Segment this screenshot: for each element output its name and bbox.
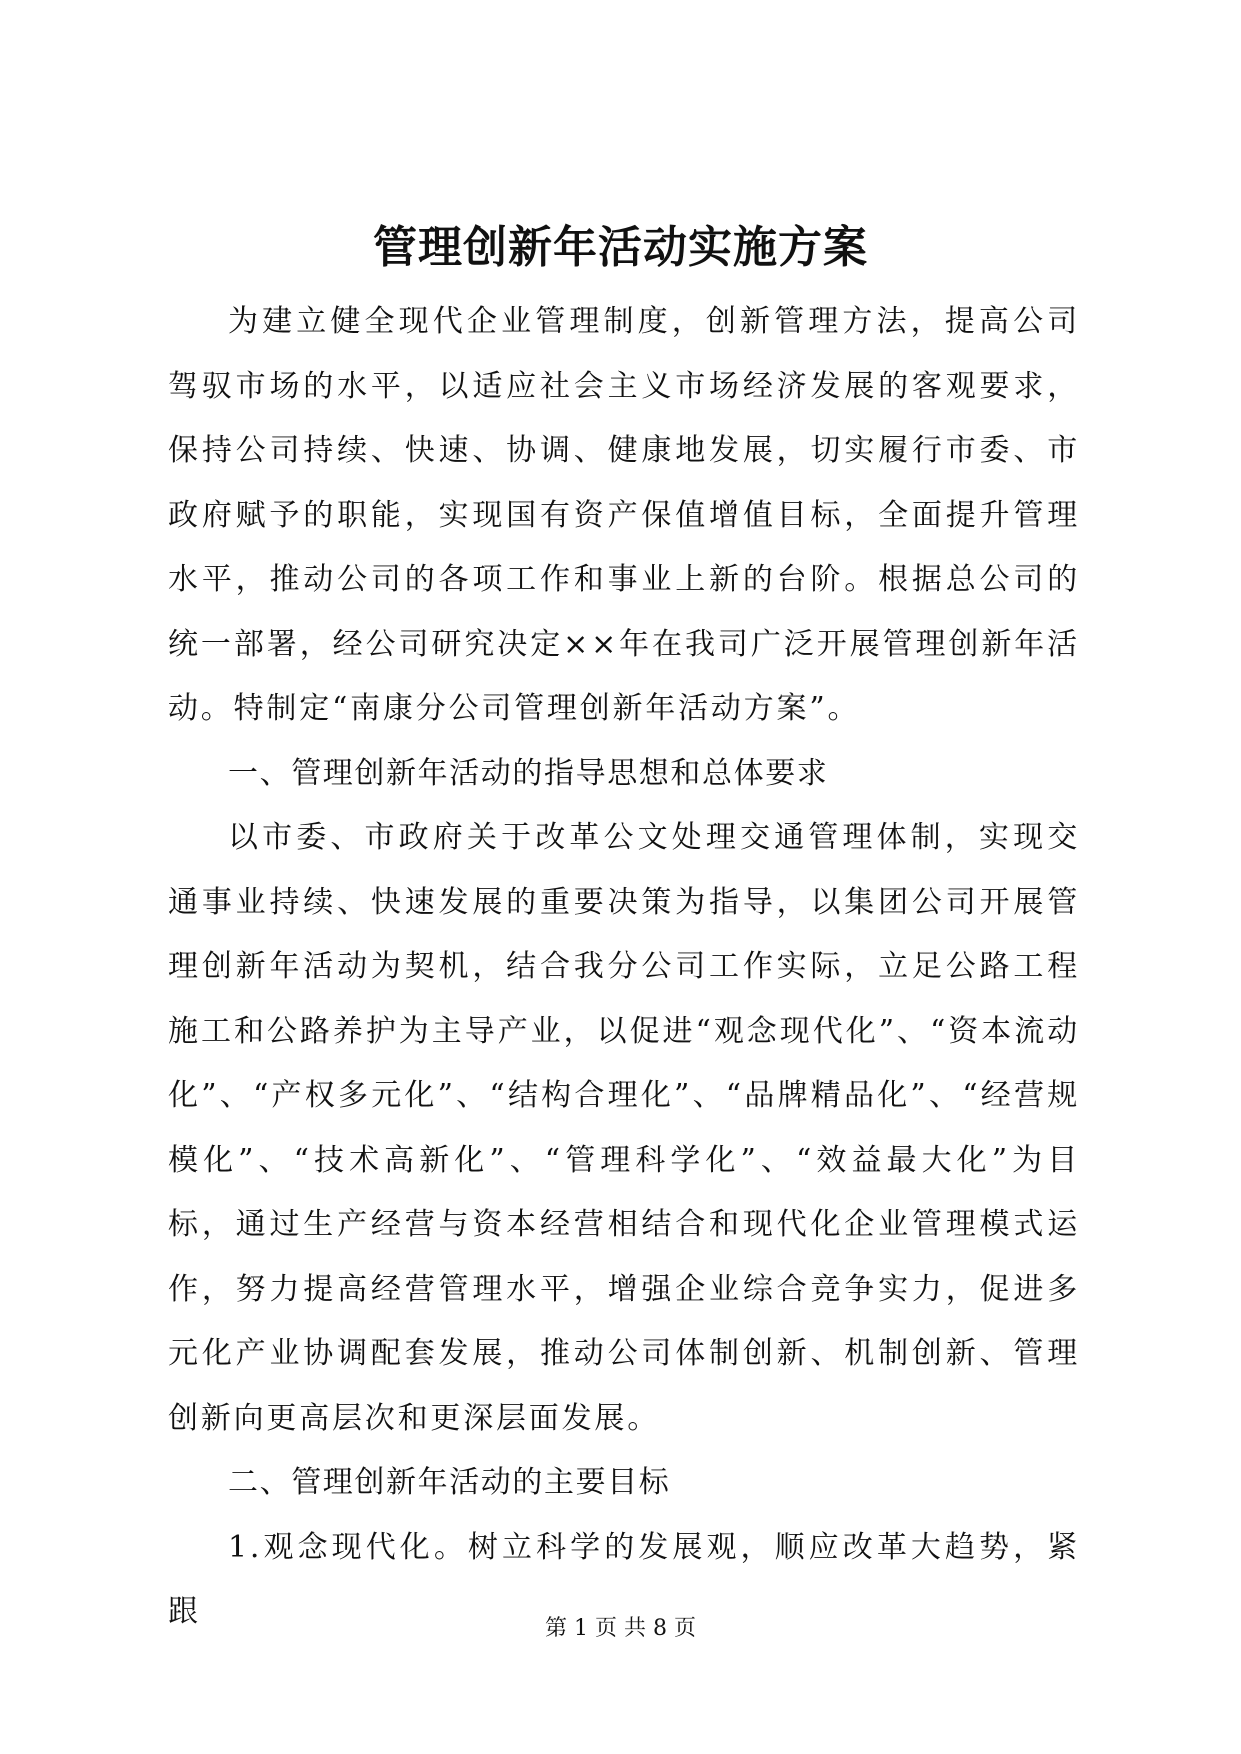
intro-paragraph: 为建立健全现代企业管理制度，创新管理方法，提高公司驾驭市场的水平，以适应社会主义市场经济发展的客观要求，保持公司持续、快速、协调、健康地发展，切实履行市委、市政府赋予的职能，实现国有资产保值增值目标，全面提升管理水平，推动公司的各项工作和事业上新的台阶。根据总公司的统一部署，经公司研究决定××年在我司广泛开展管理创新年活动。特制定“南康分公司管理创新年活动方案”。 [168,304,1080,726]
document-body [168,290,1080,1645]
document-title: 管理创新年活动实施方案 [373,222,868,273]
section-heading-2: 二、管理创新年活动的主要目标 [228,1465,671,1500]
guiding-thought-paragraph: 以市委、市政府关于改革公文处理交通管理体制，实现交通事业持续、快速发展的重要决策为指导，以集团公司开展管理创新年活动为契机，结合我分公司工作实际，立足公路工程施工和公路养护为主导产业，以促进“观念现代化”、“资本流动化”、“产权多元化”、“结构合理化”、“品牌精品化”、“经营规模化”、“技术高新化”、“管理科学化”、“效益最大化”为目标，通过生产经营与资本经营相结合和现代化企业管理模式运作，努力提高经营管理水平，增强企业综合竞争实力，促进多元化产业协调配套发展，推动公司体制创新、机制创新、管理创新向更高层次和更深层面发展。 [168,820,1080,1436]
goal-item-1: 1.观念现代化。树立科学的发展观，顺应改革大趋势，紧跟 [168,1529,1080,1629]
section-heading-1: 一、管理创新年活动的指导思想和总体要求 [228,755,829,791]
page-number-footer: 第 1 页 共 8 页 [545,1616,696,1641]
